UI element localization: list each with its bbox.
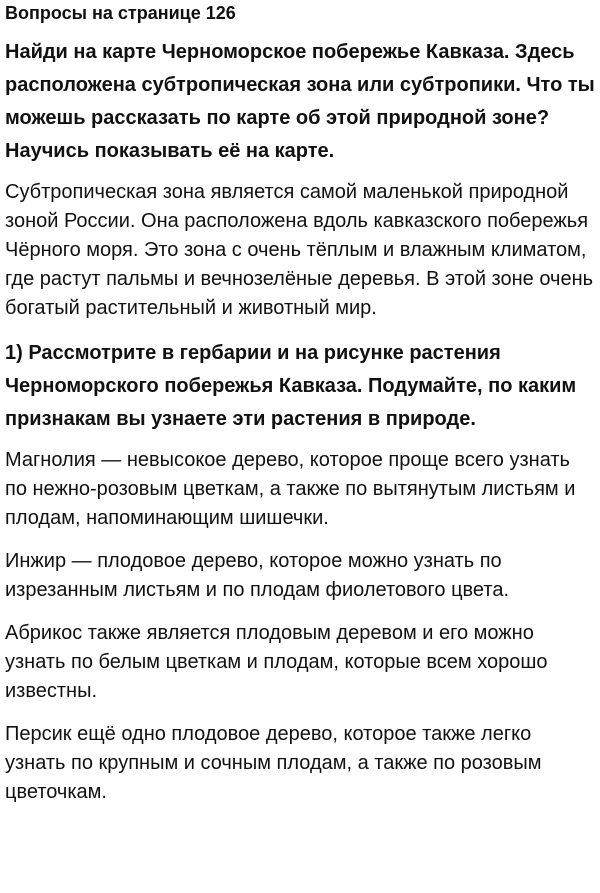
- answer-peach: Персик ещё одно плодовое дерево, которое также легко узнать по крупным и сочным плодам, а также по розовым цветочкам.: [5, 723, 542, 803]
- question-2: 1) Рассмотрите в гербарии и на рисунке растения Черноморского побережья Кавказа. Подумайте, по каким признакам вы узнаете эти растения в природе.: [5, 342, 577, 430]
- answer-magnolia: Магнолия — невысокое дерево, которое проще всего узнать по нежно-розовым цветкам, а также по вытянутым листьям и плодам, напоминающим шишечки.: [5, 449, 576, 529]
- page-title: Вопросы на странице 126: [5, 3, 236, 23]
- question-1: Найди на карте Черноморское побережье Кавказа. Здесь расположена субтропическая зона или субтропики. Что ты можешь рассказать по карте об этой природной зоне? Научись показывать её на карте.: [5, 41, 595, 162]
- answer-1: Субтропическая зона является самой маленькой природной зоной России. Она расположена вдоль кавказского побережья Чёрного моря. Это зона с очень тёплым и влажным климатом, где растут пальмы и вечнозелёные деревья. В этой зоне очень богатый растительный и животный мир.: [5, 181, 594, 319]
- answer-fig: Инжир — плодовое дерево, которое можно узнать по изрезанным листьям и по плодам фиолетового цвета.: [5, 550, 510, 601]
- answer-apricot: Абрикос также является плодовым деревом и его можно узнать по белым цветкам и плодам, которые всем хорошо известны.: [5, 622, 548, 702]
